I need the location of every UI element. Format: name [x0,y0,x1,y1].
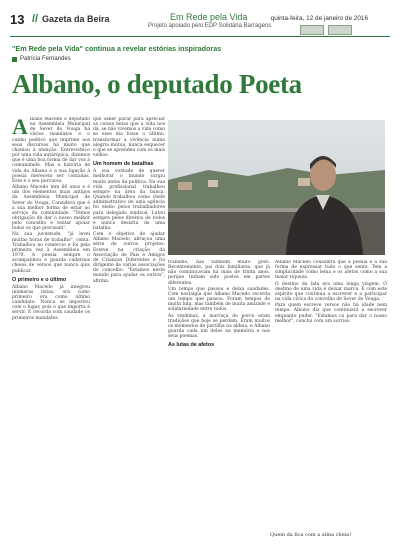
sponsor-logos [300,25,352,35]
byline [12,56,71,62]
article-title: Albano, o deputado Poeta [12,69,302,99]
closing-quote: Quem da fica com a alma cheia! [270,532,352,538]
drop-cap: A [12,117,28,139]
paragraph: A sua vontade de querer melhorar o mundo surgiu muito antes da política. Na sua vida profissional trabalhou sempre na área da banca. Quando trabalhou como chefe administrativo de uma agência foi eleito pelos trabalhadores para delegado sindical. Lutou sempre pelos direitos de todos e nunca desistiu de uma batalha. [93,169,165,231]
article-column-4 [275,260,387,530]
paragraph: O destino da lata era uma longa viagem. O destino de uma vida é deixar marca. É com este espírito que continua a escrever e a participar na vida cívica do concelho de Sever do Vouga. [275,281,387,303]
paragraph: trabalho, nas tambem muito gozo. Recentemente, pai dois familiares, que já não comunicavam há mais de trinta anos, porque tinham sido postos em partes diferentes. [168,260,270,286]
paragraph: que saber parar para apreciar as coisas belas que a vida nos dá, se não vivemos a vida como se esse dia fosse o último, transformar a vivência numa alegria mútua, nunca esquecer o que se aprendeu com os mais velhos. [93,117,165,159]
article-column-2 [93,117,165,542]
project-credit: Projeto apoiado pelo EDP Solidária Barragens [148,23,272,29]
page-header [10,12,390,34]
subheading: O primeiro e o último [12,276,67,283]
sponsor-logo [328,25,352,35]
article-column-3 [168,260,270,542]
article-kicker: "Em Rede pela Vida" continua a revelar estórias inspiradoras [12,44,222,53]
section-rubric: Em Rede pela Vida [170,12,248,22]
paragraph: As vindimas, a marraça do porco eram tradições que hoje se perdem. Eram muitos os momentos de partilha na aldeia, e Albano guarda cada um deles na memória e nos seus poemas. [168,313,270,340]
paragraph: Com o objetivo de ajudar Albano Macedo, abraçou uma série de outros projetos. Esteve na criação da Associação de Pais e Amigos de Crianças Diferentes e foi dirigente de várias associações do concelho. "Estamos neste mundo para ajudar os outros", afirma. [93,232,165,284]
paragraph: Na sua juventude, "já levei muitas horas de trabalho", conta. Trabalhou no comércio e foi pela primeira vez à Assembleia em 1979. A poesia sempre o acompanhou e guarda cadernos cheios de versos que nunca quis publicar. [12,232,90,274]
paragraph: Albano Macedo considera que a poesia é a sua forma de expressar tudo o que sente. Tem a simplicidade como lema e os afetos como a sua maior riqueza. [275,260,387,281]
sponsor-logo [300,25,324,35]
paragraph: Um tempo que passou e deixa saudades. Com nostalgia que Albano Macedo recorda um tempo que passou. Foram tempos de muita luta, mas também de muita amizade e solidariedade entre todos. [168,286,270,313]
author-name: Patrícia Fernandes [20,56,71,62]
byline-marker-icon [12,57,17,62]
page-number: 13 [10,12,25,27]
portrait-photo [168,120,385,255]
subheading: Um homem de batalhas [93,161,154,168]
header-rule [10,36,390,37]
paragraph: lbano Macedo é deputado na Assembleia Municipal de Sever do Vouga há vários mandatos e o cunho poético que imprime aos seus discursos há muito que chamou à atenção. Entrevistei-o por uma vida autárquica, dizemos que é uma boa forma de dar voz à comunidade. Mas a história de vida do Albano e a sua ligação à poesia merecem ser contadas. Este é o seu percurso. [12,117,90,184]
paragraph: Albano Macedo tem 66 anos e é um dos elementos mais antigos da Assembleia Municipal de Sever do Vouga. Considera que é a sua melhor forma de estar ao serviço da comunidade. "Temos obrigação de dar o nosso melhor pelo concelho e tentar apoiar todos os que precisam". [12,185,90,232]
paragraph: Para quem escreve versos não há idade nem tempo. Albano diz que continuará a escrever enquanto puder. "Estamos cá para dar o nosso melhor", conclui com um sorriso. [275,303,387,324]
subheading: As lutas de afetos [168,342,215,349]
paragraph: Albano Macedo já integrou inúmeras listas, ora como primeiro ora como último candidato. Nunca se importou com o lugar, pois o que importa é servir. E recorda com saudade os primeiros mandatos. [12,284,90,321]
issue-date: quinta-feira, 12 de janeiro de 2016 [270,15,368,22]
newspaper-name: Gazeta da Beira [42,14,110,24]
article-column-1 [12,117,90,542]
photo-image [168,120,385,255]
header-slashes: // [32,13,39,25]
